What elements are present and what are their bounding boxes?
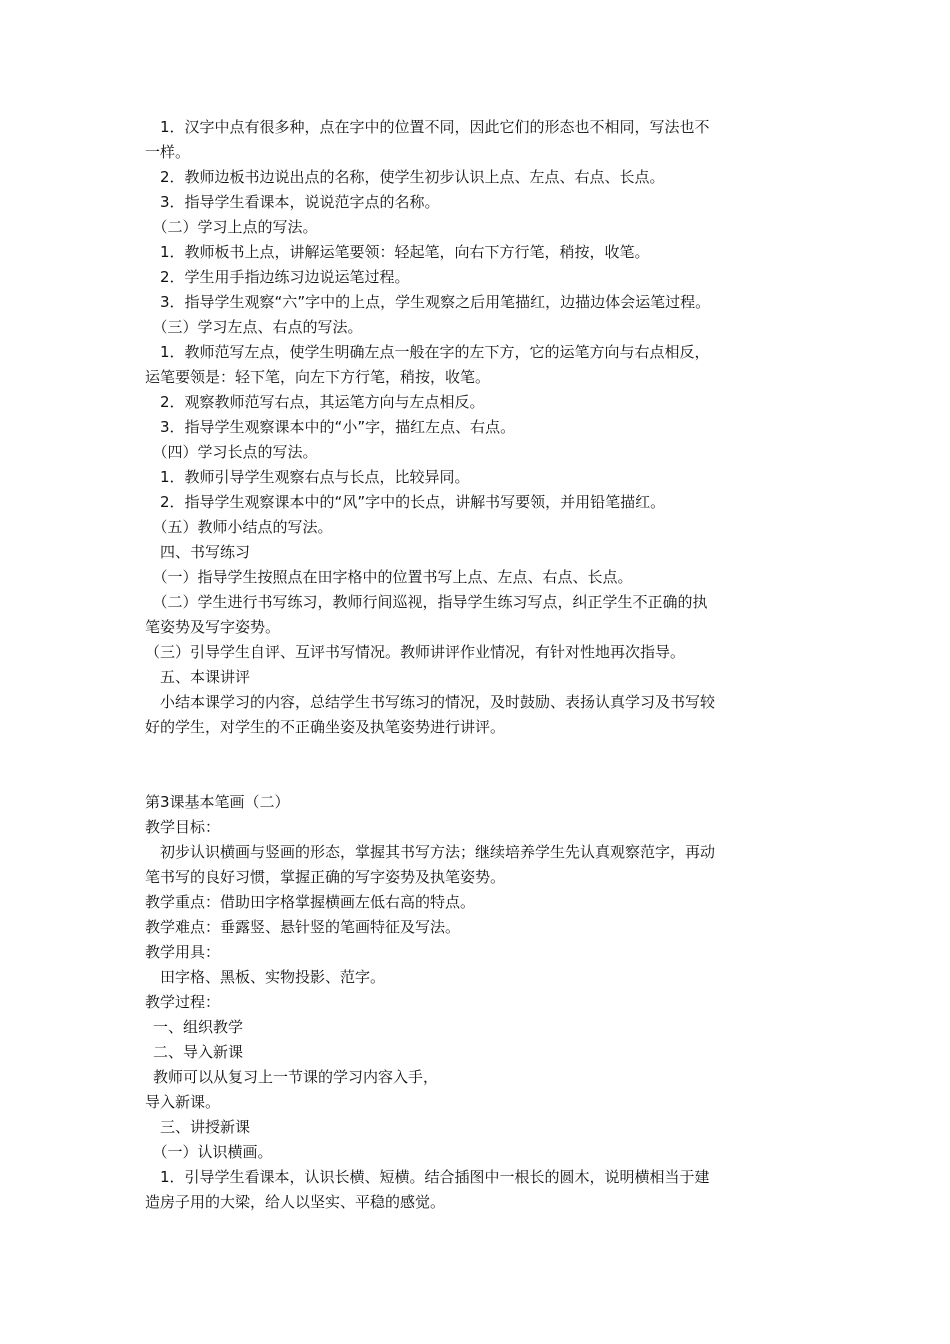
text-line: 笔姿势及写字姿势。 [145,618,281,636]
lesson-title: 第3课基本笔画（二） [145,793,290,811]
label-line: 教学难点：垂露竖、悬针竖的笔画特征及写法。 [145,918,461,936]
section-heading: 四、书写练习 [145,543,251,561]
text-line: 3．指导学生观察“六”字中的上点，学生观察之后用笔描红，边描边体会运笔过程。 [145,293,711,311]
text-line: 教师可以从复习上一节课的学习内容入手， [153,1068,439,1086]
text-line: （五）教师小结点的写法。 [145,518,333,536]
label-line: 教学用具： [145,943,221,961]
text-line: 3．指导学生观察课本中的“小”字，描红左点、右点。 [145,418,516,436]
text-line: 2．教师边板书边说出点的名称，使学生初步认识上点、左点、右点、长点。 [145,168,665,186]
text-line: 2．指导学生观察课本中的“风”字中的长点，讲解书写要领，并用铅笔描红。 [145,493,666,511]
text-line: （一）指导学生按照点在田字格中的位置书写上点、左点、右点、长点。 [145,568,633,586]
text-line: 1．教师板书上点，讲解运笔要领：轻起笔，向右下方行笔，稍按，收笔。 [145,243,650,261]
label-line: 教学目标： [145,818,221,836]
text-line: 2．观察教师范写右点，其运笔方向与左点相反。 [145,393,485,411]
text-line: （四）学习长点的写法。 [145,443,318,461]
text-line: 田字格、黑板、实物投影、范字。 [145,968,386,986]
text-line: 一样。 [145,143,191,161]
section-heading: 五、本课讲评 [145,668,251,686]
text-line: 运笔要领是：轻下笔，向左下方行笔，稍按，收笔。 [145,368,491,386]
text-line: 初步认识横画与竖画的形态，掌握其书写方法；继续培养学生先认真观察范字，再动 [145,843,716,861]
section-heading: 一、组织教学 [153,1018,244,1036]
section-heading: 二、导入新课 [153,1043,244,1061]
text-line: （二）学生进行书写练习，教师行间巡视，指导学生练习写点，纠正学生不正确的执 [145,593,708,611]
label-line: 教学重点：借助田字格掌握横画左低右高的特点。 [145,893,476,911]
text-line: （二）学习上点的写法。 [145,218,318,236]
text-line: 小结本课学习的内容，总结学生书写练习的情况，及时鼓励、表扬认真学习及书写较 [145,693,716,711]
text-line: 3．指导学生看课本，说说范字点的名称。 [145,193,440,211]
text-line: 1．汉字中点有很多种，点在字中的位置不同，因此它们的形态也不相同，写法也不 [145,118,710,136]
text-line: 笔书写的良好习惯，掌握正确的写字姿势及执笔姿势。 [145,868,506,886]
text-line: 好的学生，对学生的不正确坐姿及执笔姿势进行讲评。 [145,718,506,736]
text-line: 2．学生用手指边练习边说运笔过程。 [145,268,410,286]
text-line: （三）学习左点、右点的写法。 [145,318,363,336]
text-line: 造房子用的大梁，给人以坚实、平稳的感觉。 [145,1193,446,1211]
text-line: 导入新课。 [145,1093,221,1111]
text-line: （一）认识横画。 [145,1143,273,1161]
section-heading: 三、讲授新课 [145,1118,251,1136]
text-line: （三）引导学生自评、互评书写情况。教师讲评作业情况，有针对性地再次指导。 [145,643,686,661]
text-line: 1．教师范写左点，使学生明确左点一般在字的左下方，它的运笔方向与右点相反， [145,343,710,361]
text-line: 1．教师引导学生观察右点与长点，比较异同。 [145,468,470,486]
label-line: 教学过程： [145,993,221,1011]
text-line: 1．引导学生看课本，认识长横、短横。结合插图中一根长的圆木，说明横相当于建 [145,1168,710,1186]
